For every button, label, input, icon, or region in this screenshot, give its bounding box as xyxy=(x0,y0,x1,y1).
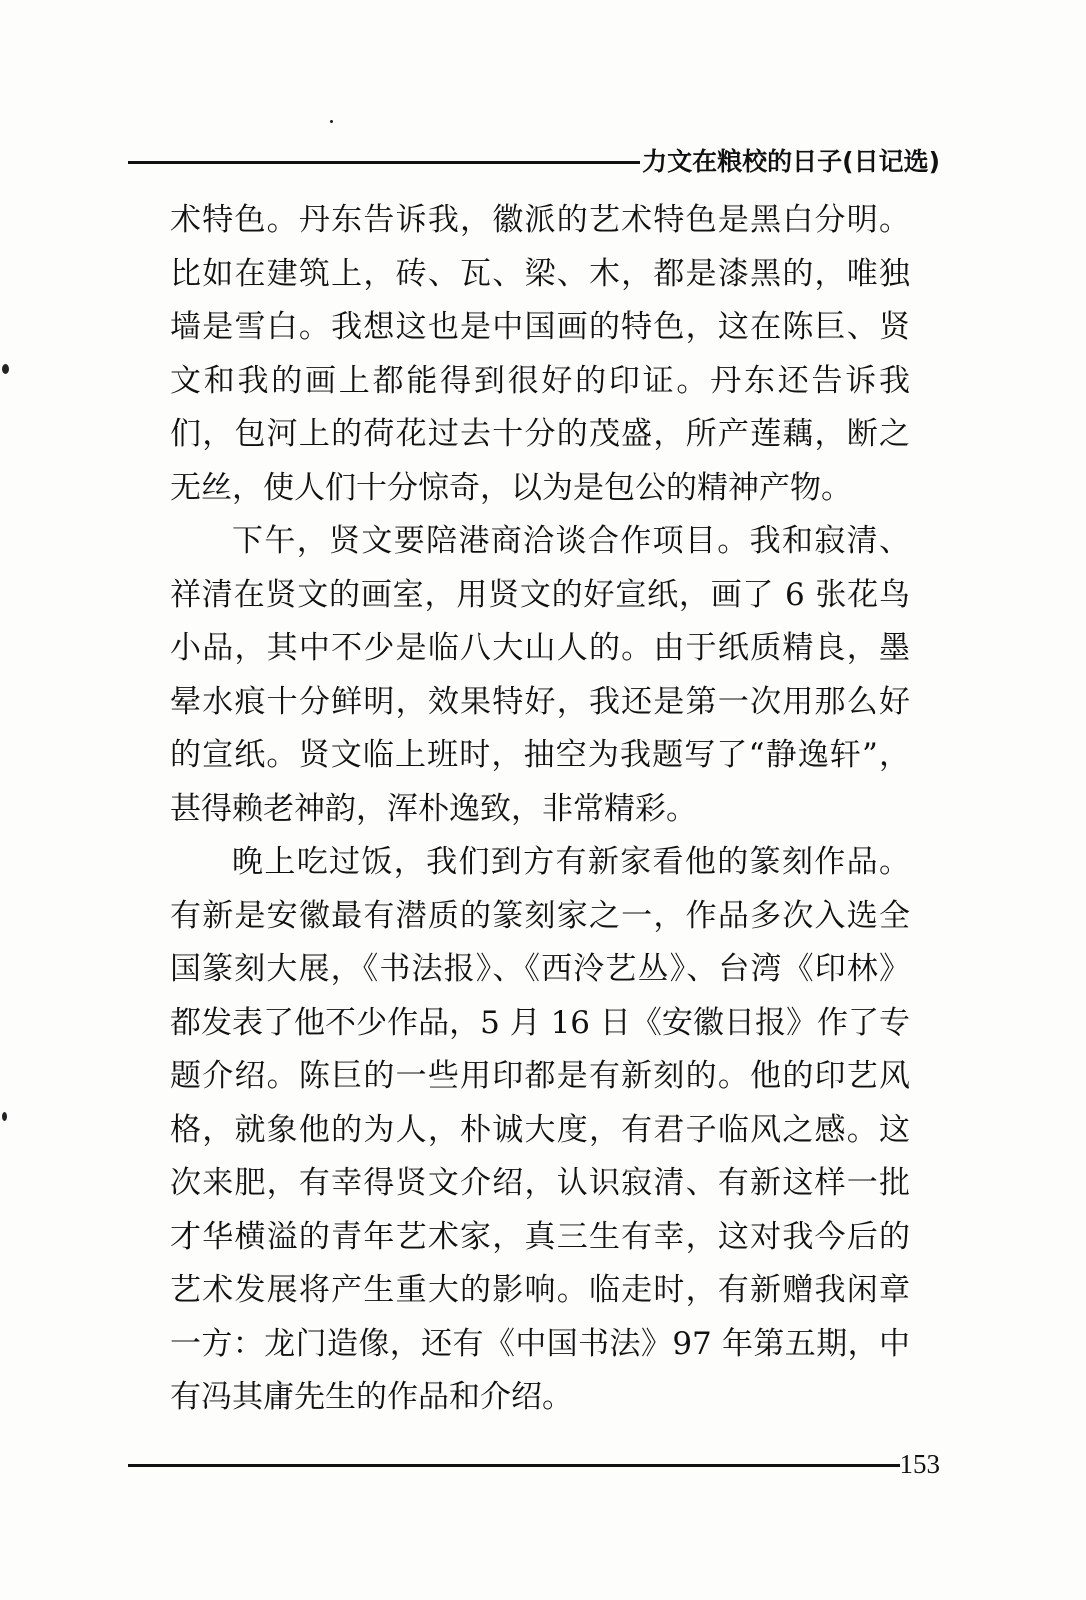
scan-speck xyxy=(330,120,333,123)
running-header xyxy=(128,144,940,184)
scan-speck xyxy=(2,1112,7,1121)
body-text xyxy=(170,194,910,1425)
running-title: 力文在粮校的日子(日记选) xyxy=(642,147,940,176)
paragraph-continued: 术特色。丹东告诉我，徽派的艺术特色是黑白分明。比如在建筑上，砖、瓦、梁、木，都是漆黑的，唯独墙是雪白。我想这也是中国画的特色，这在陈巨、贤文和我的画上都能得到很好的印证。丹东还告诉我们，包河上的荷花过去十分的茂盛，所产莲藕，断之无丝，使人们十分惊奇，以为是包公的精神产物。 xyxy=(170,202,910,506)
header-rule xyxy=(128,161,640,164)
page-number: 153 xyxy=(899,1449,940,1479)
page-footer xyxy=(128,1446,940,1486)
paragraph-afternoon: 下午，贤文要陪港商洽谈合作项目。我和寂清、祥清在贤文的画室，用贤文的好宣纸，画了 6 张花鸟小品，其中不少是临八大山人的。由于纸质精良，墨晕水痕十分鲜明，效果特好，我还是第一次用那么好的宣纸。贤文临上班时，抽空为我题写了“静逸轩”，甚得赖老神韵，浑朴逸致，非常精彩。 xyxy=(170,523,910,827)
scan-speck xyxy=(2,364,9,374)
footer-rule xyxy=(128,1464,900,1467)
paragraph-evening: 晚上吃过饭，我们到方有新家看他的篆刻作品。有新是安徽最有潜质的篆刻家之一，作品多次入选全国篆刻大展，《书法报》、《西泠艺丛》、台湾《印林》都发表了他不少作品，5 月 16 日《安徽日报》作了专题介绍。陈巨的一些用印都是有新刻的。他的印艺风格，就象他的为人，朴诚大度，有君子临风之感。这次来肥，有幸得贤文介绍，认识寂清、有新这样一批才华横溢的青年艺术家，真三生有幸，这对我今后的艺术发展将产生重大的影响。临走时，有新赠我闲章一方：龙门造像，还有《中国书法》97 年第五期，中有冯其庸先生的作品和介绍。 xyxy=(170,844,910,1415)
